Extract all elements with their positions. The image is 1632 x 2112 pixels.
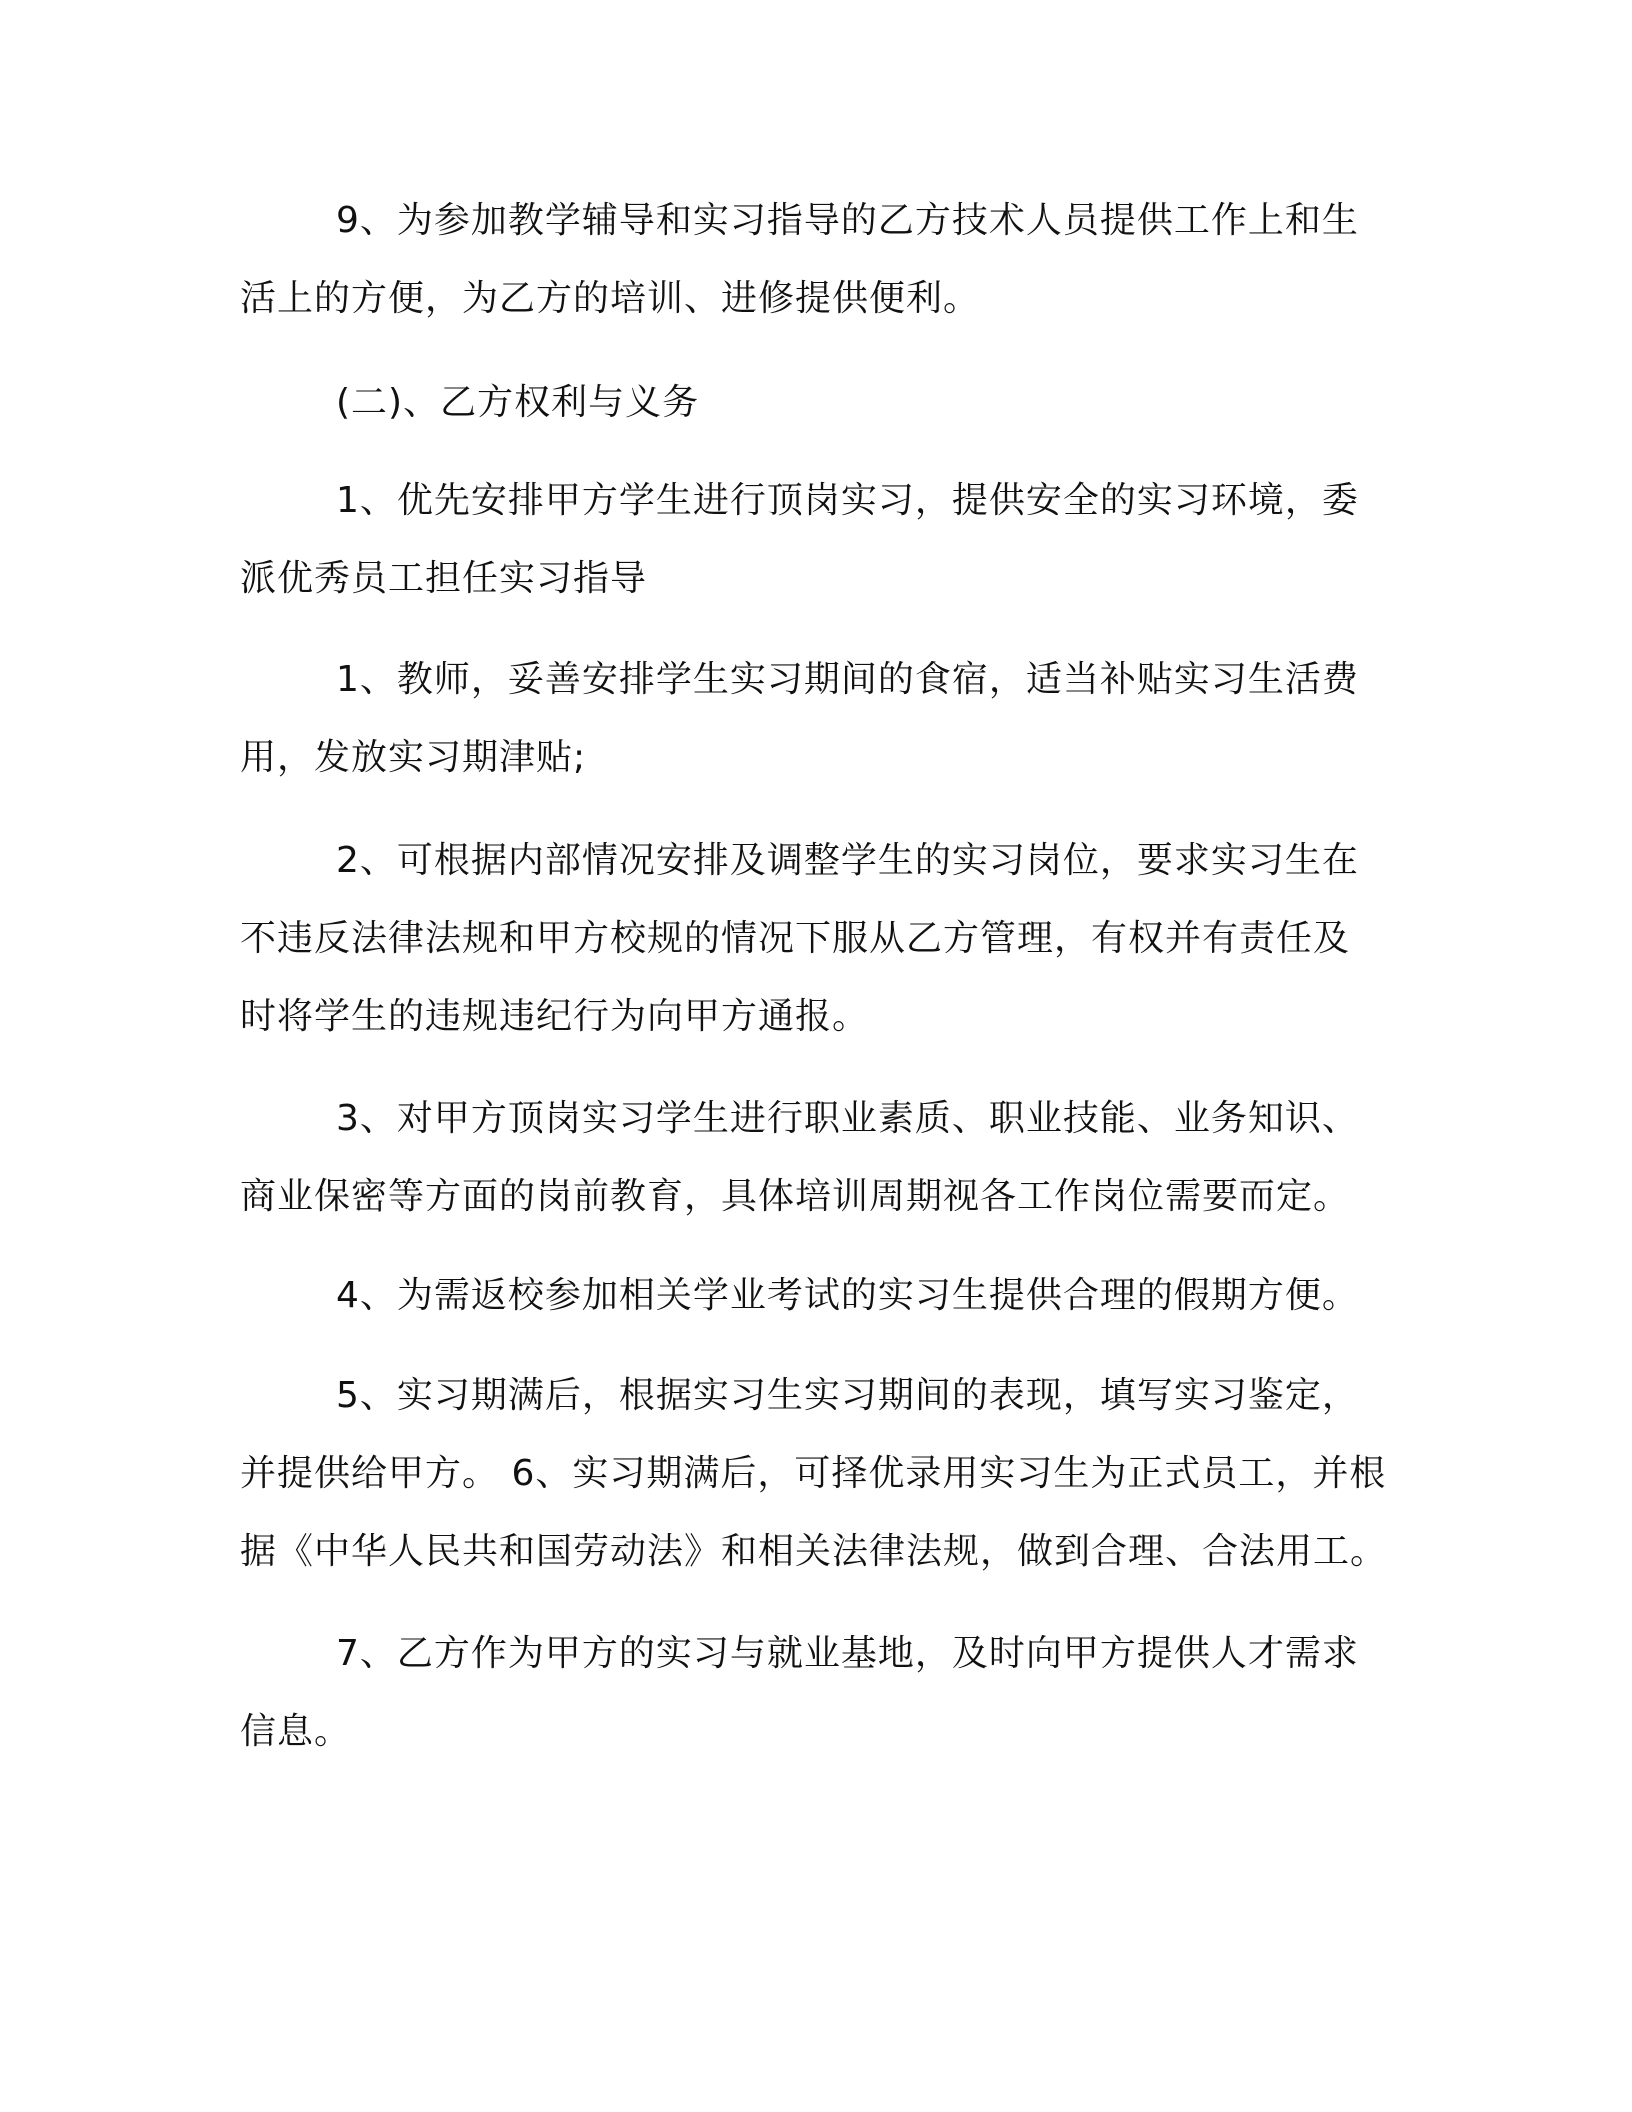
text-line: 活上的方便，为乙方的培训、进修提供便利。 (240, 278, 981, 319)
paragraph-item-9 (240, 182, 1405, 338)
paragraph-item-5-6 (240, 1357, 1405, 1591)
text-line: 4、为需返校参加相关学业考试的实习生提供合理的假期方便。 (336, 1275, 1359, 1316)
text-line: 1、教师，妥善安排学生实习期间的食宿，适当补贴实习生活费 (336, 659, 1359, 700)
text-line: 5、实习期满后，根据实习生实习期间的表现，填写实习鉴定， (336, 1375, 1359, 1416)
paragraph-item-7 (240, 1615, 1405, 1771)
text-line: 9、为参加教学辅导和实习指导的乙方技术人员提供工作上和生 (336, 200, 1359, 241)
paragraph-item-1b (240, 641, 1405, 797)
paragraph-item-1a (240, 462, 1405, 618)
paragraph-item-4 (240, 1257, 1405, 1335)
text-line: 用，发放实习期津贴; (240, 737, 587, 778)
text-line: 并提供给甲方。 6、实习期满后，可择优录用实习生为正式员工，并根 (240, 1453, 1387, 1494)
text-line: 3、对甲方顶岗实习学生进行职业素质、职业技能、业务知识、 (336, 1098, 1359, 1139)
text-line: (二)、乙方权利与义务 (336, 382, 700, 423)
text-line: 时将学生的违规违纪行为向甲方通报。 (240, 996, 870, 1037)
paragraph-item-2 (240, 822, 1405, 1056)
text-line: 据《中华人民共和国劳动法》和相关法律法规，做到合理、合法用工。 (240, 1531, 1388, 1572)
text-line: 2、可根据内部情况安排及调整学生的实习岗位，要求实习生在 (336, 840, 1359, 881)
text-line: 派优秀员工担任实习指导 (240, 558, 648, 599)
text-line: 信息。 (240, 1711, 352, 1752)
text-line: 商业保密等方面的岗前教育，具体培训周期视各工作岗位需要而定。 (240, 1176, 1351, 1217)
text-line: 不违反法律法规和甲方校规的情况下服从乙方管理，有权并有责任及 (240, 918, 1351, 959)
text-line: 7、乙方作为甲方的实习与就业基地，及时向甲方提供人才需求 (336, 1633, 1359, 1674)
text-line: 1、优先安排甲方学生进行顶岗实习，提供安全的实习环境，委 (336, 480, 1359, 521)
paragraph-item-3 (240, 1080, 1405, 1236)
section-heading-party-b-rights (240, 364, 1405, 442)
